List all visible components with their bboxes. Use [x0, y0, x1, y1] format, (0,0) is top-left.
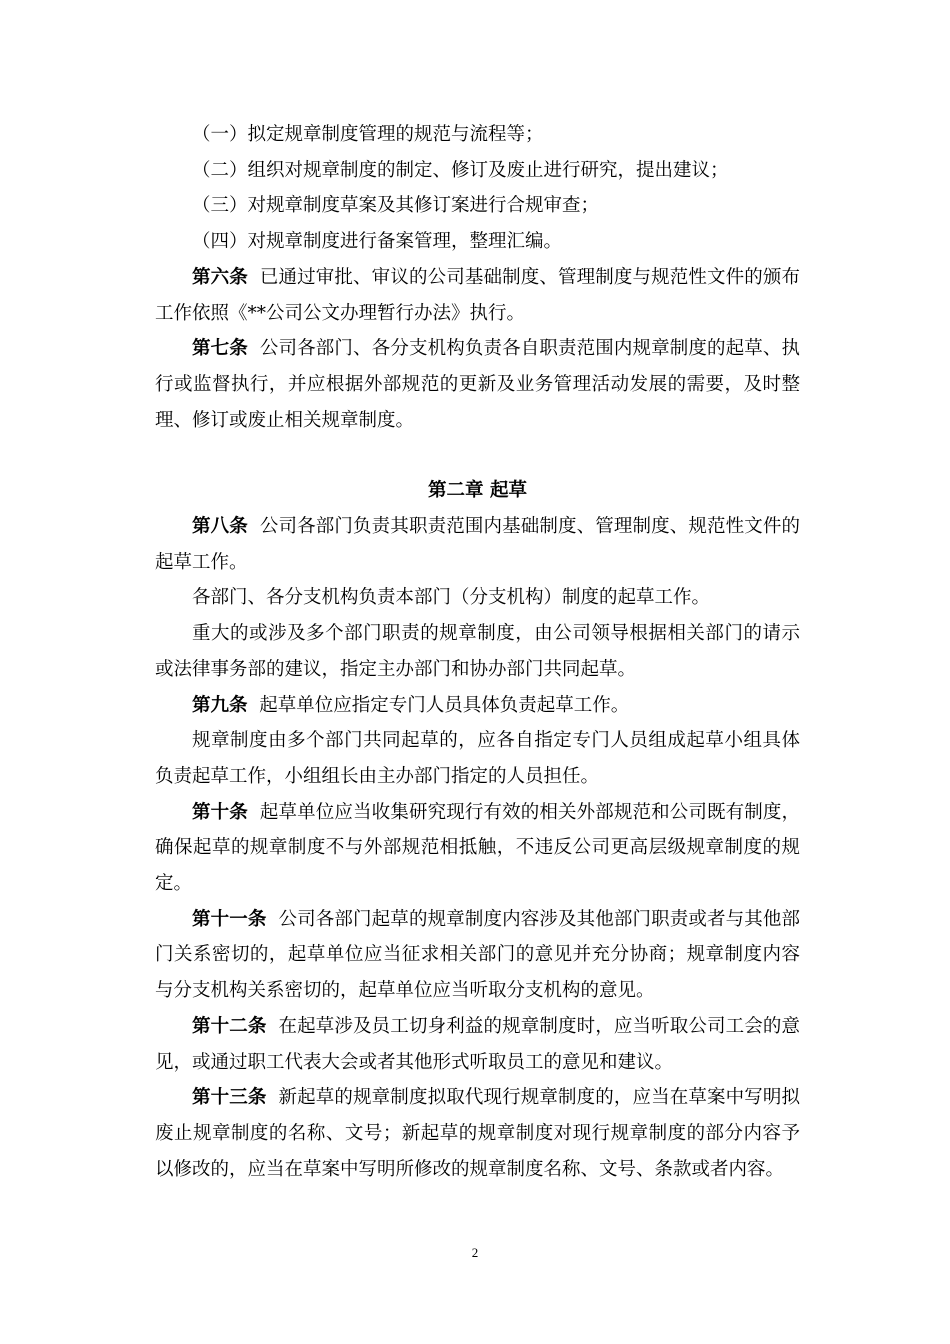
article-text: 已通过审批、审议的公司基础制度、管理制度与规范性文件的颁布工作依照《**公司公文办理暂行办法》执行。	[155, 266, 800, 324]
article-9	[155, 688, 800, 724]
article-label: 第十条	[192, 801, 248, 823]
article-label: 第六条	[192, 266, 248, 288]
document-body	[155, 117, 800, 1187]
list-item: （三）对规章制度草案及其修订案进行合规审查；	[192, 195, 600, 217]
article-11	[155, 902, 800, 1009]
article-text: 起草单位应指定专门人员具体负责起草工作。	[259, 694, 630, 716]
article-label: 第十二条	[192, 1015, 267, 1037]
page-number: 2	[471, 1245, 479, 1260]
article-text: 起草单位应当收集研究现行有效的相关外部规范和公司既有制度，确保起草的规章制度不与外部规范相抵触，不违反公司更高层级规章制度的规定。	[155, 801, 800, 895]
article-paragraph: 重大的或涉及多个部门职责的规章制度，由公司领导根据相关部门的请示或法律事务部的建议，指定主办部门和协办部门共同起草。	[155, 623, 800, 680]
article-label: 第九条	[192, 694, 248, 716]
article-paragraph: 规章制度由多个部门共同起草的，应各自指定专门人员组成起草小组具体负责起草工作，小组组长由主办部门指定的人员担任。	[155, 730, 800, 787]
article-7	[155, 331, 800, 438]
list-item: （一）拟定规章制度管理的规范与流程等；	[192, 124, 544, 145]
article-8	[155, 509, 800, 580]
article-text: 新起草的规章制度拟取代现行规章制度的，应当在草案中写明拟废止规章制度的名称、文号；新起草的规章制度对现行规章制度的部分内容予以修改的，应当在草案中写明所修改的规章制度名称、文号、条款或者内容。	[155, 1087, 800, 1180]
article-12	[155, 1009, 800, 1080]
article-paragraph: 各部门、各分支机构负责本部门（分支机构）制度的起草工作。	[192, 587, 711, 609]
list-item: （二）组织对规章制度的制定、修订及废止进行研究，提出建议；	[192, 159, 729, 181]
chapter-title: 第二章 起草	[428, 480, 527, 502]
article-text: 公司各部门、各分支机构负责各自职责范围内规章制度的起草、执行或监督执行，并应根据外部规范的更新及业务管理活动发展的需要，及时整理、修订或废止相关规章制度。	[155, 338, 800, 431]
article-10	[155, 795, 800, 902]
article-label: 第十一条	[192, 908, 267, 930]
article-13	[155, 1080, 800, 1187]
article-label: 第七条	[192, 338, 248, 360]
article-text: 公司各部门负责其职责范围内基础制度、管理制度、规范性文件的起草工作。	[155, 516, 800, 573]
article-6	[155, 260, 800, 331]
article-text: 公司各部门起草的规章制度内容涉及其他部门职责或者与其他部门关系密切的，起草单位应当征求相关部门的意见并充分协商；规章制度内容与分支机构关系密切的，起草单位应当听取分支机构的意见。	[155, 908, 800, 1002]
article-label: 第八条	[192, 516, 248, 538]
list-item: （四）对规章制度进行备案管理，整理汇编。	[192, 231, 563, 253]
article-text: 在起草涉及员工切身利益的规章制度时，应当听取公司工会的意见，或通过职工代表大会或者其他形式听取员工的意见和建议。	[155, 1015, 800, 1073]
article-label: 第十三条	[192, 1087, 267, 1109]
